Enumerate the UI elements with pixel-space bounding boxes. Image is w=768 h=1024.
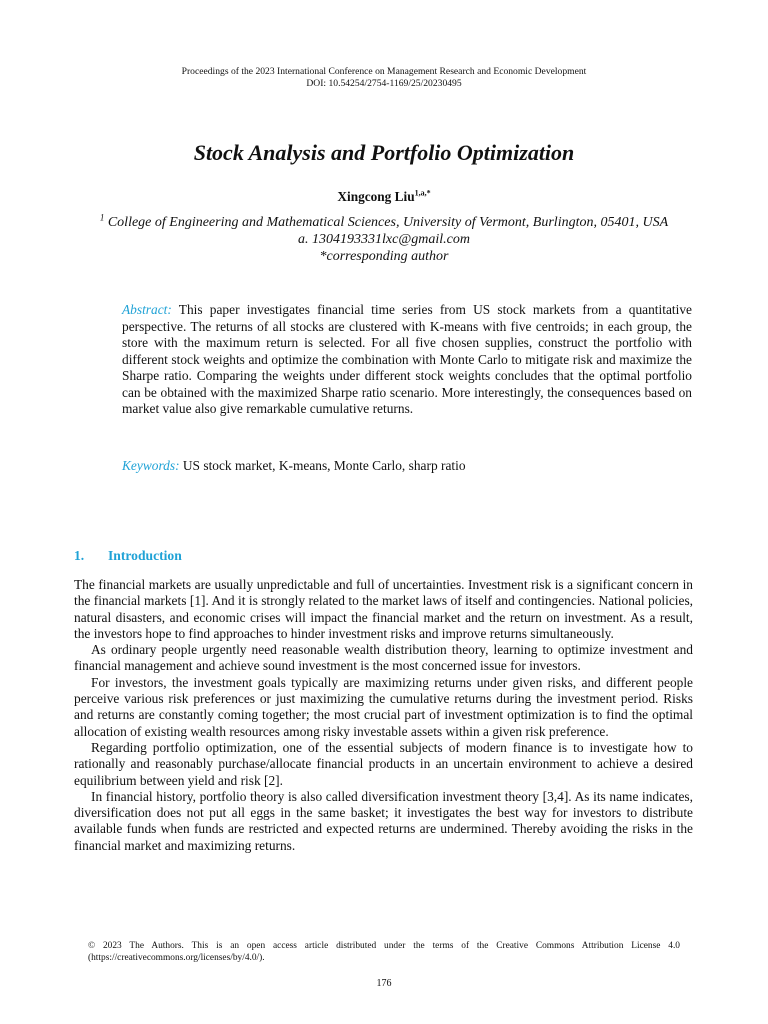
- header-doi: DOI: 10.54254/2754-1169/25/20230495: [306, 77, 462, 89]
- paragraph: In financial history, portfolio theory is also called diversification investment theory [3,4]. As its name indicates, diversification does not put all eggs in the same basket; it investigates the best way for investors to distribute available funds when funds are restricted and expected returns are undermined. Thereby avoiding the risks in the financial market and maximizing returns.: [74, 788, 693, 853]
- author-name: Xingcong Liu: [337, 189, 415, 204]
- author-marks: 1,a,*: [414, 188, 431, 198]
- paragraph: Regarding portfolio optimization, one of the essential subjects of modern finance is to investigate how to rationally and reasonably purchase/allocate financial products in an uncertain environment to achieve a desired equilibrium between yield and risk [2].: [74, 739, 693, 788]
- affiliation-text: College of Engineering and Mathematical Sciences, University of Vermont, Burlington, 05401, USA: [107, 215, 669, 230]
- paragraph: For investors, the investment goals typically are maximizing returns under given risks, and different people perceive various risk preferences or just maximizing the cumulative returns during the investment period. Risks and returns are constantly coming together; the most crucial part of investment optimization is to find the optimal allocation of existing wealth resources among risky investable assets within a given risk preference.: [74, 674, 693, 739]
- introduction-body: [74, 577, 693, 854]
- keywords: [122, 458, 692, 475]
- corresponding-note: *corresponding author: [319, 249, 449, 264]
- section-number: 1.: [74, 548, 85, 563]
- paper-title: Stock Analysis and Portfolio Optimization: [193, 140, 575, 165]
- affiliation-mark: 1: [99, 212, 105, 223]
- abstract-text: This paper investigates financial time series from US stock markets from a quantitative perspective. The returns of all stocks are clustered with K-means with five centroids; in each group, the store with the maximum return is selected. For all five chosen supplies, construct the portfolio with different stock weights and optimize the combination with Monte Carlo to mitigate risk and maximize the Sharpe ratio. Comparing the weights under different stock weights concludes that the optimal portfolio can be obtained with the maximized Sharpe ratio scenario. More interestingly, the consequences based on market value also give remarkable cumulative returns.: [122, 302, 692, 416]
- header-conference: Proceedings of the 2023 International Conference on Management Research and Economic Development: [181, 66, 587, 77]
- paragraph: The financial markets are usually unpredictable and full of uncertainties. Investment risk is a significant concern in the financial markets [1]. And it is strongly related to the market laws of itself and contingencies. National policies, natural disasters, and economic crises will impact the financial market and the return on investment. As a result, the investors hope to find approaches to hinder investment risks and improve returns simultaneously.: [74, 577, 693, 641]
- abstract-label: Abstract:: [122, 302, 172, 317]
- author-line: [0, 189, 768, 205]
- section-title: Introduction: [108, 548, 182, 563]
- abstract: [122, 302, 692, 418]
- affiliation-block: [80, 214, 688, 265]
- section-heading: [74, 548, 182, 564]
- keywords-label: Keywords:: [122, 458, 180, 473]
- author-email: a. 1304193331lxc@gmail.com: [298, 232, 470, 247]
- page-number: 176: [376, 978, 392, 989]
- keywords-text: US stock market, K-means, Monte Carlo, sharp ratio: [182, 458, 466, 473]
- proceedings-header: [0, 66, 768, 89]
- paragraph: As ordinary people urgently need reasonable wealth distribution theory, learning to optimize investment and financial management and achieve sound investment is the most concerned issue for investors.: [74, 642, 693, 674]
- license-footer: © 2023 The Authors. This is an open access article distributed under the terms of the Creative Commons Attribution License 4.0 (https://creativecommons.org/licenses/by/4.0/).: [88, 941, 680, 963]
